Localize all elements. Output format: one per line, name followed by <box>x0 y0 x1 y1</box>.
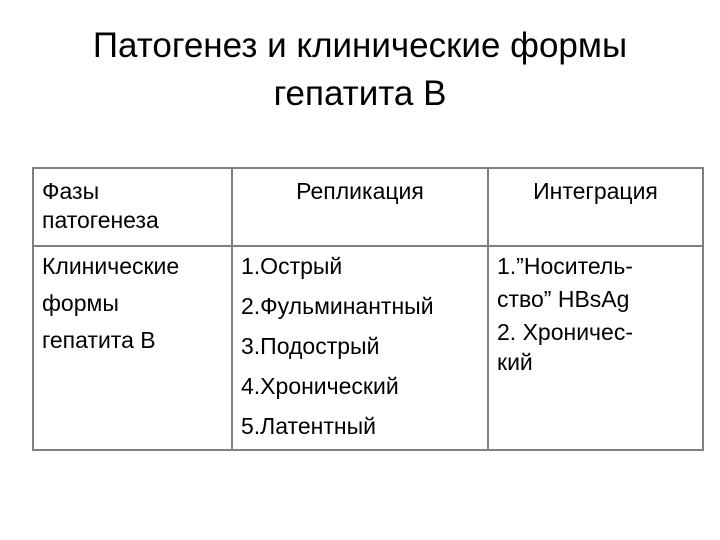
clinical-label-line-1: Клинические <box>42 253 180 279</box>
clinical-forms-label-cell <box>33 246 232 450</box>
list-item: 4.Хронический <box>241 373 399 399</box>
table-body-row <box>33 246 703 450</box>
list-item: 2. Хроничес- <box>497 319 633 345</box>
replication-forms-cell <box>232 246 488 450</box>
list-item: 3.Подострый <box>241 333 380 359</box>
pathogenesis-table <box>32 167 704 451</box>
replication-header: Репликация <box>296 178 424 204</box>
list-item: 1.Острый <box>241 253 343 279</box>
phases-label-line-2: патогенеза <box>42 207 159 233</box>
slide-title-line-2: гепатита В <box>273 74 447 113</box>
slide-title <box>0 22 720 118</box>
clinical-label-line-3: гепатита В <box>42 327 156 353</box>
phases-label-cell <box>33 168 232 246</box>
phases-label-line-1: Фазы <box>42 178 100 204</box>
table-header-row <box>33 168 703 246</box>
list-item: 5.Латентный <box>241 413 376 439</box>
clinical-label-line-2: формы <box>42 290 119 316</box>
list-item: 2.Фульминантный <box>241 293 434 319</box>
list-item: кий <box>497 349 533 375</box>
integration-forms-cell <box>488 246 703 450</box>
integration-header-cell <box>488 168 703 246</box>
list-item: 1.”Носитель- <box>497 253 633 279</box>
replication-header-cell <box>232 168 488 246</box>
slide-title-line-1: Патогенез и клинические формы <box>92 26 628 65</box>
integration-header: Интеграция <box>533 178 658 204</box>
list-item: ство” HBsAg <box>497 286 630 312</box>
